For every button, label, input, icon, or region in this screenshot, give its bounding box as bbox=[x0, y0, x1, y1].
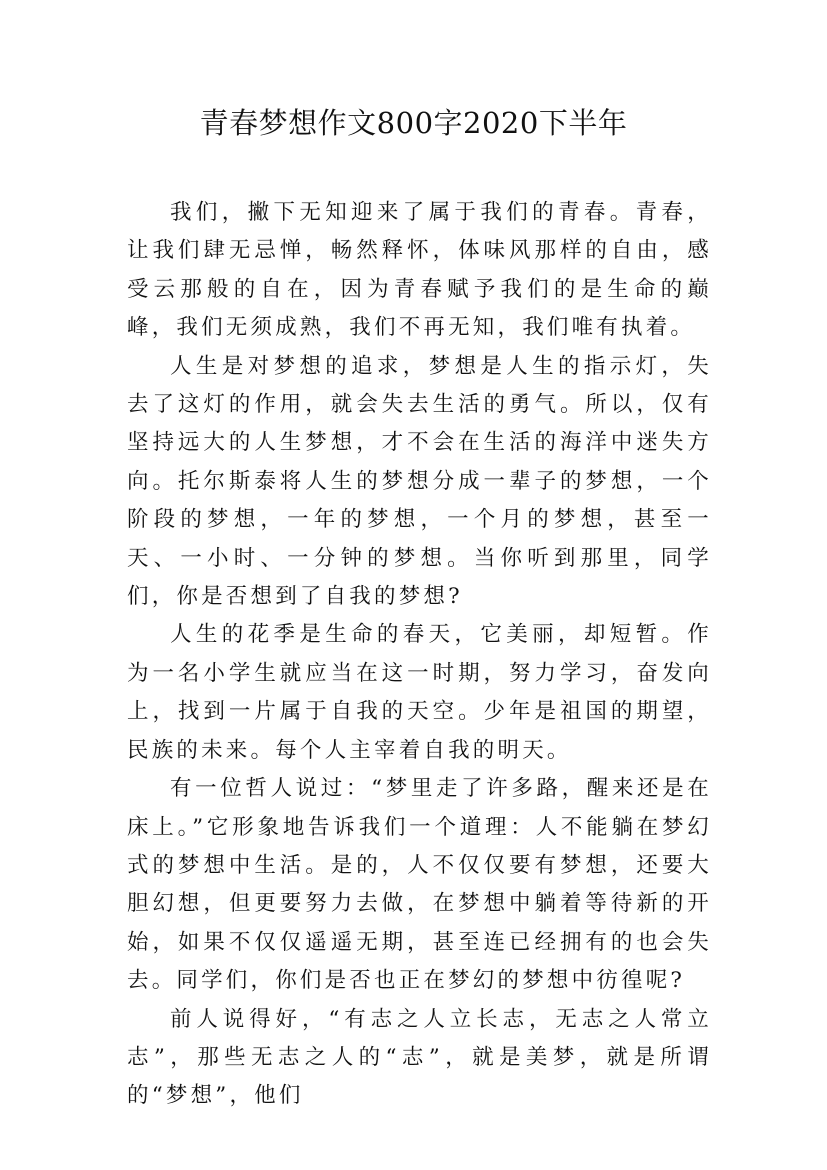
paragraph-1: 我们，撇下无知迎来了属于我们的青春。青春，让我们肆无忌惮，畅然释怀，体味风那样的自由，感受云那般的自在，因为青春赋予我们的是生命的巅峰，我们无须成熟，我们不再无知，我们唯有执着。 bbox=[127, 200, 712, 341]
paragraph-5: 前人说得好，“有志之人立长志，无志之人常立志”，那些无志之人的“志”，就是美梦，就是所谓的“梦想”，他们 bbox=[127, 1006, 712, 1109]
document-body bbox=[127, 194, 712, 1116]
document-title: 青春梦想作文800字2020下半年 bbox=[199, 106, 628, 140]
paragraph-3: 人生的花季是生命的春天，它美丽，却短暂。作为一名小学生就应当在这一时期，努力学习，奋发向上，找到一片属于自我的天空。少年是祖国的期望，民族的未来。每个人主宰着自我的明天。 bbox=[127, 622, 712, 763]
paragraph-4: 有一位哲人说过：“梦里走了许多路，醒来还是在床上。”它形象地告诉我们一个道理：人不能躺在梦幻式的梦想中生活。是的，人不仅仅要有梦想，还要大胆幻想，但更要努力去做，在梦想中躺着等待新的开始，如果不仅仅遥遥无期，甚至连已经拥有的也会失去。同学们，你们是否也正在梦幻的梦想中彷徨呢? bbox=[127, 776, 712, 994]
paragraph-2: 人生是对梦想的追求，梦想是人生的指示灯，失去了这灯的作用，就会失去生活的勇气。所以，仅有坚持远大的人生梦想，才不会在生活的海洋中迷失方向。托尔斯泰将人生的梦想分成一辈子的梦想，一个阶段的梦想，一年的梦想，一个月的梦想，甚至一天、一小时、一分钟的梦想。当你听到那里，同学们，你是否想到了自我的梦想? bbox=[127, 353, 712, 610]
